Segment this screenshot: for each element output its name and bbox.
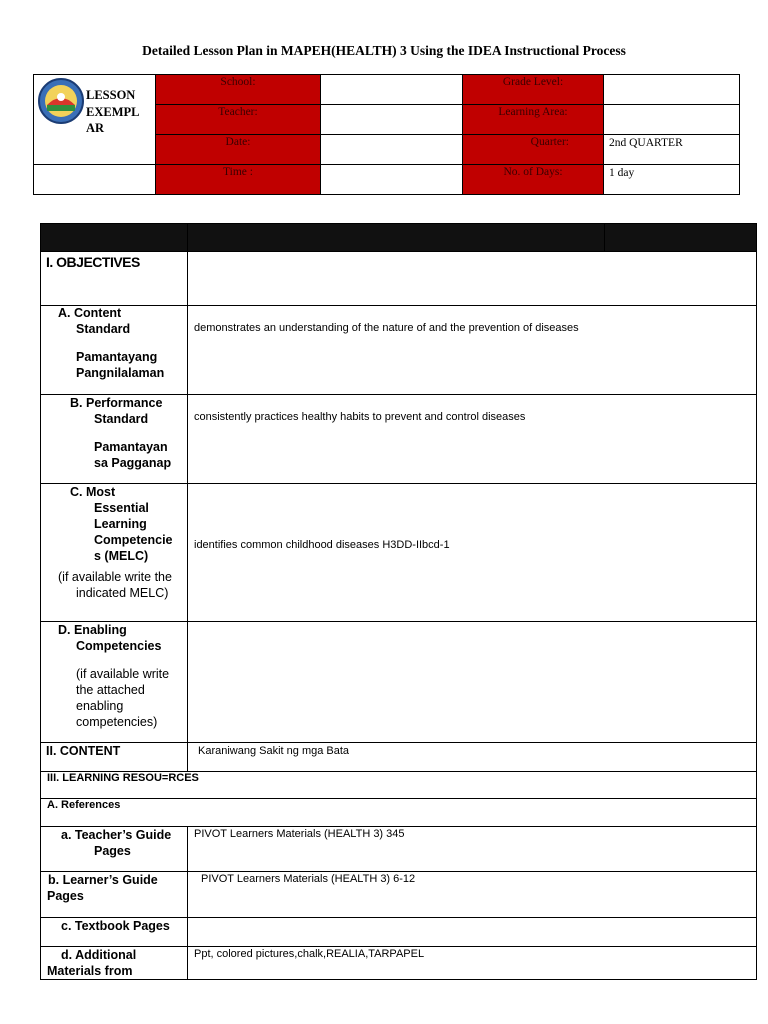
teachers-guide-label: a. Teacher’s Guide (61, 828, 172, 842)
melc-label: Essential (94, 501, 149, 515)
enabling-row (41, 622, 757, 743)
content-standard-row (41, 306, 757, 395)
blank-cell (34, 165, 156, 195)
teachers-guide-value[interactable]: PIVOT Learners Materials (HEALTH 3) 345 (194, 828, 405, 840)
learners-guide-row (41, 872, 757, 918)
lesson-plan-table (40, 223, 757, 980)
header-table (33, 74, 740, 195)
additional-materials-label: Materials from (47, 964, 133, 978)
references-heading: A. References (47, 799, 121, 811)
learning-resources-heading: III. LEARNING RESOU=RCES (47, 772, 199, 784)
melc-label: Most (85, 485, 116, 499)
textbook-label: c. Textbook Pages (61, 919, 170, 933)
objectives-field[interactable] (188, 252, 757, 306)
performance-standard-row (41, 395, 757, 484)
deped-seal-icon (37, 77, 85, 125)
enabling-note: the attached (76, 683, 145, 697)
content-standard-label: Content (73, 306, 122, 320)
content-standard-filipino: Pamantayang (76, 350, 158, 364)
school-label: School: (156, 75, 321, 105)
teacher-field[interactable] (321, 105, 463, 135)
lesson-exemplar-label: LESSON EXEMPL AR (86, 88, 140, 135)
objectives-row (41, 252, 757, 306)
quarter-field[interactable]: 2nd QUARTER (604, 135, 740, 165)
learning-area-label: Learning Area: (463, 105, 604, 135)
teacher-label: Teacher: (156, 105, 321, 135)
enabling-label: Competencies (76, 639, 162, 653)
additional-materials-value[interactable]: Ppt, colored pictures,chalk,REALIA,TARPAPEL (194, 948, 425, 960)
enabling-note: competencies) (76, 715, 158, 729)
performance-standard-filipino: Pamantayan (94, 440, 168, 454)
enabling-note: enabling (76, 699, 124, 713)
enabling-value[interactable] (188, 622, 757, 743)
objectives-heading: I. OBJECTIVES (46, 254, 140, 270)
grade-level-label: Grade Level: (463, 75, 604, 105)
melc-note: (if available write the (58, 570, 172, 584)
textbook-value[interactable] (188, 918, 757, 947)
performance-standard-label: Standard (94, 412, 149, 426)
document-title: Detailed Lesson Plan in MAPEH(HEALTH) 3 Using the IDEA Instructional Process (142, 43, 626, 58)
content-standard-label: Standard (76, 322, 131, 336)
grade-level-field[interactable] (604, 75, 740, 105)
additional-materials-row (41, 947, 757, 980)
header-cell (605, 224, 757, 252)
table-header-row (41, 224, 757, 252)
melc-label: Learning (94, 517, 147, 531)
learners-guide-value[interactable]: PIVOT Learners Materials (HEALTH 3) 6-12 (201, 873, 416, 885)
content-value[interactable]: Karaniwang Sakit ng mga Bata (198, 745, 350, 757)
performance-standard-label: Performance (85, 396, 163, 410)
date-label: Date: (156, 135, 321, 165)
melc-label: Competencie (94, 533, 173, 547)
days-field[interactable]: 1 day (604, 165, 740, 195)
teachers-guide-label: Pages (94, 844, 131, 858)
learners-guide-label: Pages (47, 889, 84, 903)
content-standard-value[interactable]: demonstrates an understanding of the nature of and the prevention of diseases (194, 322, 579, 334)
days-label: No. of Days: (463, 165, 604, 195)
enabling-label: D. Enabling (58, 623, 127, 637)
content-row (41, 743, 757, 772)
learners-guide-label: b. Learner’s Guide (48, 873, 158, 887)
logo-cell (34, 75, 156, 165)
date-field[interactable] (321, 135, 463, 165)
learning-resources-row (41, 772, 757, 799)
enabling-note: (if available write (76, 667, 170, 681)
item-letter: B. (70, 396, 83, 410)
melc-label: s (MELC) (94, 549, 149, 563)
item-letter: C. (70, 485, 83, 499)
performance-standard-filipino: sa Pagganap (94, 456, 172, 470)
header-cell (41, 224, 188, 252)
item-letter: A. (58, 306, 71, 320)
references-row (41, 799, 757, 827)
melc-note: indicated MELC) (76, 586, 169, 600)
textbook-row (41, 918, 757, 947)
time-field[interactable] (321, 165, 463, 195)
time-label: Time : (156, 165, 321, 195)
melc-row (41, 484, 757, 622)
quarter-label: Quarter: (463, 135, 604, 165)
content-standard-filipino: Pangnilalaman (76, 366, 165, 380)
content-heading: II. CONTENT (46, 744, 121, 758)
teachers-guide-row (41, 827, 757, 872)
school-field[interactable] (321, 75, 463, 105)
performance-standard-value[interactable]: consistently practices healthy habits to prevent and control diseases (194, 411, 526, 423)
additional-materials-label: d. Additional (61, 948, 137, 962)
learning-area-field[interactable] (604, 105, 740, 135)
header-cell (188, 224, 605, 252)
melc-value[interactable]: identifies common childhood diseases H3DD-IIbcd-1 (194, 539, 450, 551)
